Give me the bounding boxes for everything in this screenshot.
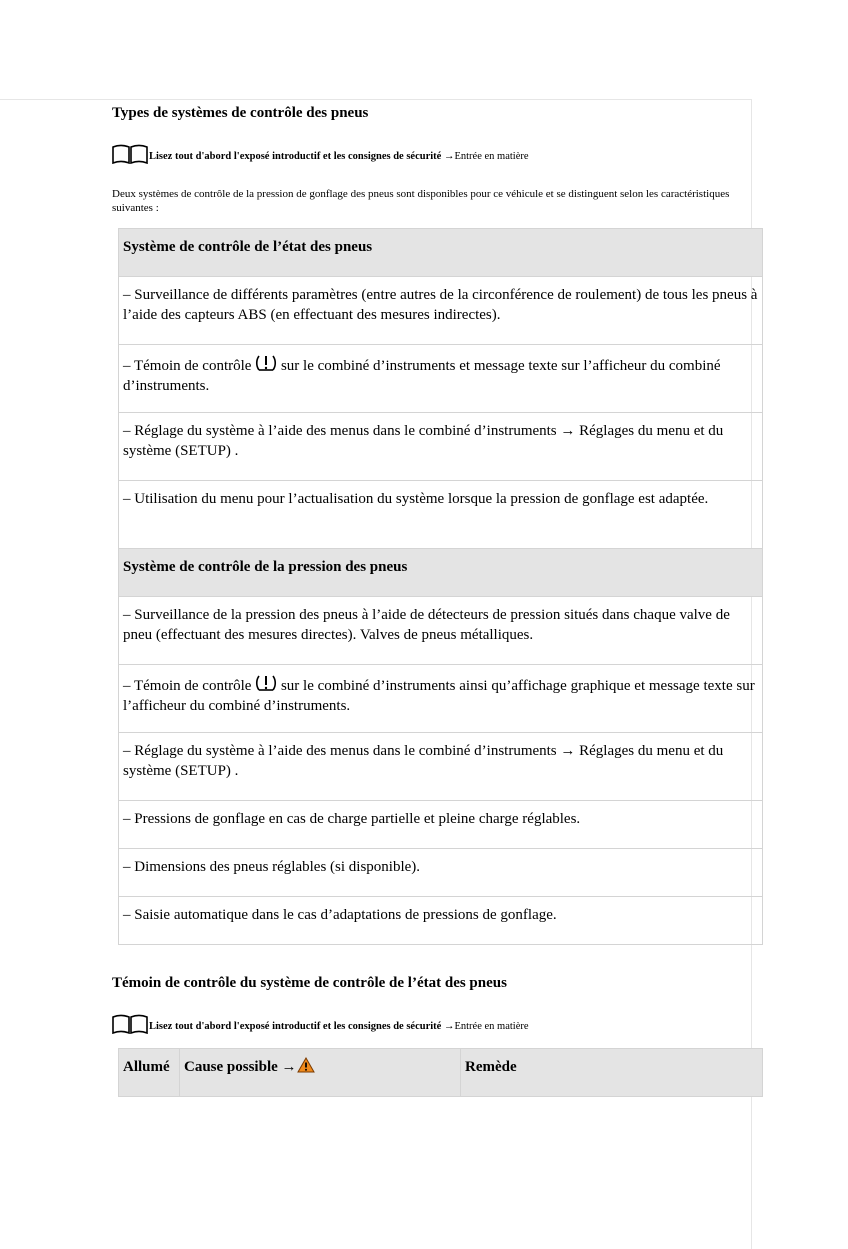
table-row <box>119 597 763 665</box>
table-cell: – Utilisation du menu pour l’actualisation du système lorsque la pression de gonflage est adaptée. <box>119 481 763 549</box>
table-row <box>119 733 763 801</box>
table-cell: – Réglage du système à l’aide des menus dans le combiné d’instruments → Réglages du menu et du système (SETUP) . <box>119 733 763 801</box>
notice-text: Lisez tout d'abord l'exposé introductif et les consignes de sécurité <box>149 151 442 162</box>
table-row <box>119 801 763 849</box>
tire-pressure-warning-icon <box>255 673 277 693</box>
table-row <box>119 277 763 345</box>
table-row <box>119 413 763 481</box>
section-title: Témoin de contrôle du système de contrôle de l’état des pneus <box>112 975 507 991</box>
table-cell: – Témoin de contrôle sur le combiné d’instruments et message texte sur l’afficheur du combiné d’instruments. <box>119 345 763 413</box>
tire-pressure-warning-icon <box>255 353 277 373</box>
table-row <box>119 897 763 945</box>
table-header-row <box>119 229 763 277</box>
column-header-allume: Allumé <box>119 1049 180 1097</box>
table-cell: – Pressions de gonflage en cas de charge partielle et pleine charge réglables. <box>119 801 763 849</box>
warning-triangle-icon[interactable] <box>297 1057 315 1073</box>
table-row <box>119 481 763 549</box>
table-row <box>119 665 763 733</box>
table-cell: – Réglage du système à l’aide des menus dans le combiné d’instruments → Réglages du menu et du système (SETUP) . <box>119 413 763 481</box>
warning-light-table <box>118 1048 763 1097</box>
book-icon <box>112 1014 148 1034</box>
table-row <box>119 345 763 413</box>
table-cell: – Dimensions des pneus réglables (si disponible). <box>119 849 763 897</box>
table-cell: – Surveillance de la pression des pneus à l’aide de détecteurs de pression situés dans chaque valve de pneu (effectuant des mesures directes). Valves de pneus métalliques. <box>119 597 763 665</box>
page-frame-top <box>0 99 752 100</box>
systems-table <box>118 228 763 945</box>
table-row <box>119 849 763 897</box>
safety-notice <box>112 1014 529 1034</box>
table-cell: – Témoin de contrôle sur le combiné d’instruments ainsi qu’affichage graphique et message texte sur l’afficheur du combiné d’instruments. <box>119 665 763 733</box>
table-cell: – Surveillance de différents paramètres (entre autres de la circonférence de roulement) de tous les pneus à l’aide des capteurs ABS (en effectuant des mesures indirectes). <box>119 277 763 345</box>
table-header-cell: Système de contrôle de la pression des pneus <box>119 549 763 597</box>
column-header-remede: Remède <box>461 1049 763 1097</box>
table-header-row <box>119 1049 763 1097</box>
section-title: Types de systèmes de contrôle des pneus <box>112 105 369 121</box>
intro-paragraph: Deux systèmes de contrôle de la pression de gonflage des pneus sont disponibles pour ce véhicule et se distinguent selon les caractéristiques suivantes : <box>112 188 730 214</box>
notice-text: Lisez tout d'abord l'exposé introductif et les consignes de sécurité <box>149 1021 442 1032</box>
book-icon <box>112 144 148 164</box>
entree-en-matiere-link[interactable]: →Entrée en matière <box>443 151 529 162</box>
table-header-row <box>119 549 763 597</box>
column-header-cause: Cause possible → <box>180 1049 461 1097</box>
table-header-cell: Système de contrôle de l’état des pneus <box>119 229 763 277</box>
safety-notice <box>112 144 529 164</box>
table-cell: – Saisie automatique dans le cas d’adaptations de pressions de gonflage. <box>119 897 763 945</box>
entree-en-matiere-link[interactable]: →Entrée en matière <box>443 1021 529 1032</box>
